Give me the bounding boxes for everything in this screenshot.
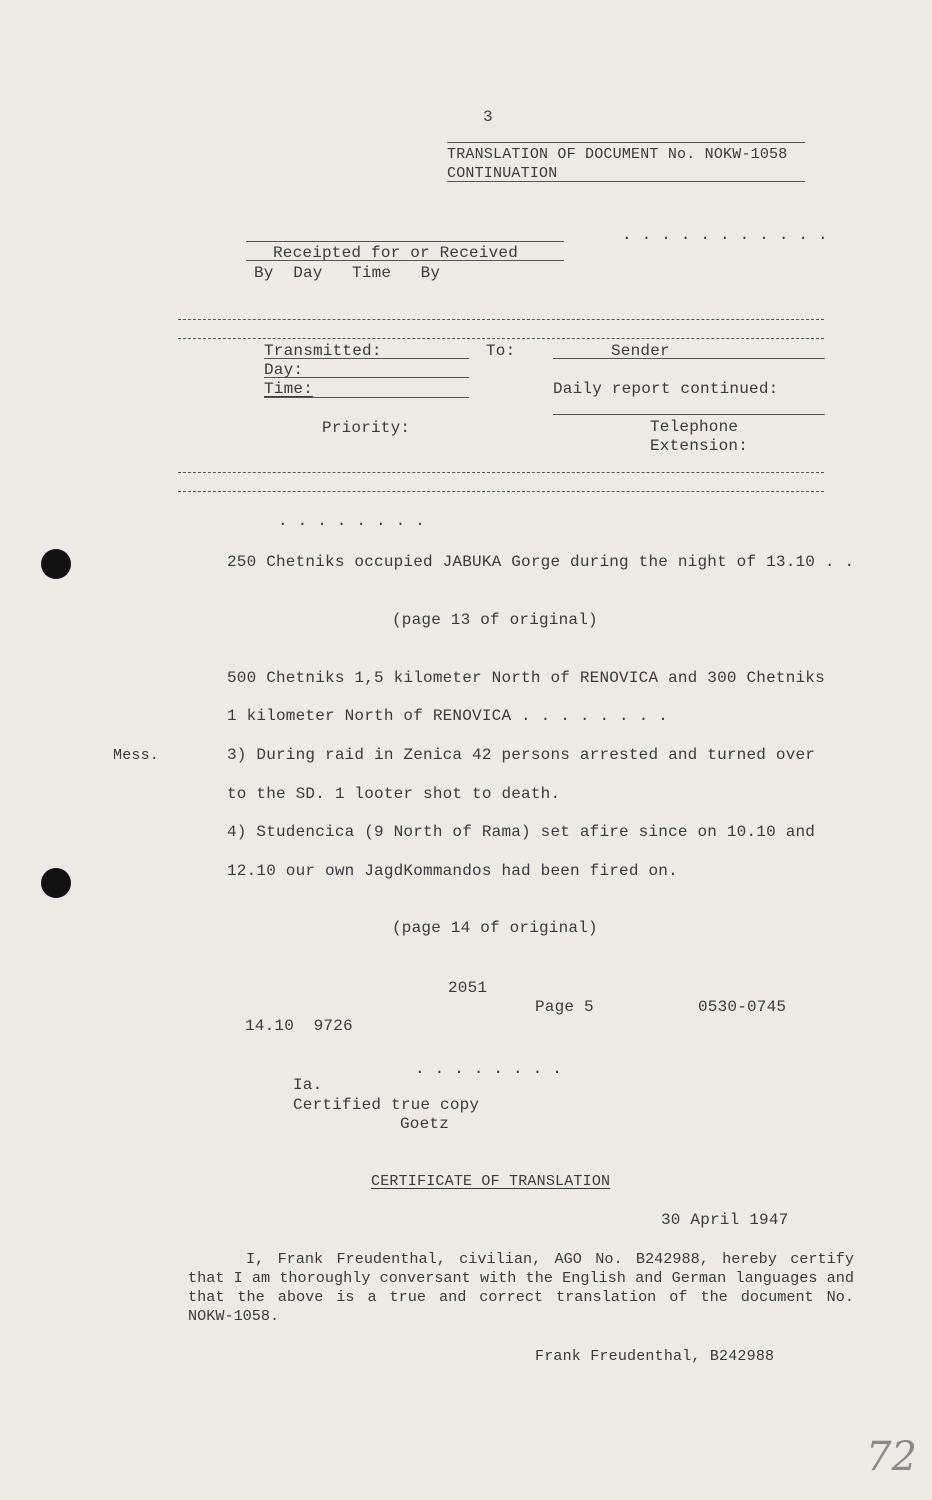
certified-copy: Certified true copy [293,1096,480,1114]
time-label: Time: [264,380,314,398]
to-label: To: [486,342,516,360]
form-top-rule-1 [178,319,824,320]
receipt-top-rule [246,241,564,242]
sender-rule [553,358,825,359]
continuation-label: CONTINUATION [447,165,558,182]
sender-label: Sender [611,342,670,360]
footer-dots: . . . . . . . . [415,1060,563,1078]
page-number: 3 [483,108,493,126]
body-dots: . . . . . . . . [278,512,426,530]
body-line-4: 3) During raid in Zenica 42 persons arrested and turned over [227,746,816,764]
receipt-mid-rule [246,260,564,261]
certificate-heading: CERTIFICATE OF TRANSLATION [371,1173,611,1190]
page-14-note: (page 14 of original) [392,919,598,937]
ia-label: Ia. [293,1076,323,1094]
body-line-1: 250 Chetniks occupied JABUKA Gorge during the night of 13.10 . . [227,553,855,571]
form-top-rule-2 [178,338,824,339]
page-13-note: (page 13 of original) [392,611,598,629]
transmitted-rule [264,358,469,359]
receipt-columns: By Day Time By [254,264,441,282]
title-bottom-rule [447,181,805,182]
time-rule [264,397,469,398]
body-line-3: 1 kilometer North of RENOVICA . . . . . . . . [227,707,669,725]
body-line-2: 500 Chetniks 1,5 kilometer North of RENOVICA and 300 Chetniks [227,669,825,687]
extension-label: Extension: [650,437,749,455]
goetz-name: Goetz [400,1115,450,1133]
day-label: Day: [264,361,304,379]
date-code: 14.10 9726 [245,1017,353,1035]
time-range: 0530-0745 [698,998,787,1016]
daily-report-label: Daily report continued: [553,380,779,398]
form-bottom-rule-1 [178,472,824,473]
signature: Frank Freudenthal, B242988 [535,1348,775,1365]
certificate-date: 30 April 1947 [661,1211,789,1229]
form-bottom-rule-2 [178,491,824,492]
receipt-heading: Receipted for or Received [273,244,519,262]
title-top-rule [447,142,805,143]
punch-hole-bottom [41,868,71,898]
handwritten-page-number: 72 [866,1434,917,1480]
body-line-6: 4) Studencica (9 North of Rama) set afire since on 10.10 and [227,823,816,841]
number-2051: 2051 [448,979,488,997]
document-title: TRANSLATION OF DOCUMENT No. NOKW-1058 [447,146,788,163]
telephone-label: Telephone [650,418,739,436]
daily-rule [553,414,825,415]
day-rule [264,377,469,378]
margin-note: Mess. [113,747,160,764]
transmitted-label: Transmitted: [264,342,382,360]
header-dots: . . . . . . . . . . . [622,226,828,244]
page-5-label: Page 5 [535,998,594,1016]
body-line-7: 12.10 our own JagdKommandos had been fired on. [227,862,678,880]
priority-label: Priority: [322,419,411,437]
body-line-5: to the SD. 1 looter shot to death. [227,785,561,803]
punch-hole-top [41,549,71,579]
certificate-text: I, Frank Freudenthal, civilian, AGO No. B242988, hereby certify that I am thoroughly conversant with the English and German languages and that the above is a true and correct translation of the document No. NOKW-1058. [188,1250,854,1325]
